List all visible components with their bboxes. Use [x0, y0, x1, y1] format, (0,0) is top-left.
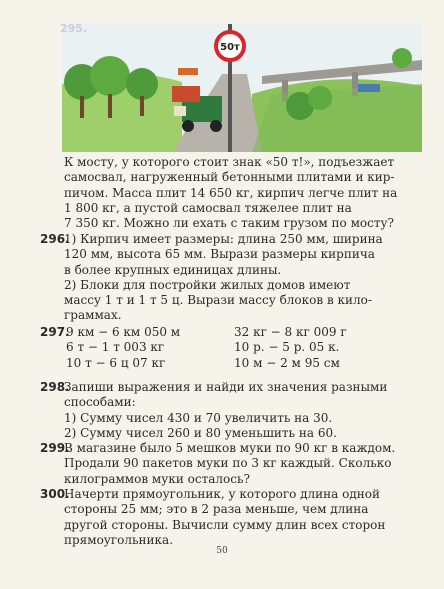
text-line: самосвал, нагруженный бетонными плитами и кир-: [64, 170, 395, 185]
problem-number: 296.: [40, 232, 70, 246]
expression: 32 кг − 8 кг 009 г: [234, 325, 347, 339]
problem-296-text: [64, 232, 432, 324]
problem-295-text: [64, 155, 432, 231]
page-number: 50: [216, 546, 228, 556]
speed-limit-sign-icon: [216, 32, 244, 60]
expression-column-right: [234, 325, 347, 371]
text-line: Продали 90 пакетов муки по 3 кг каждый. Сколько: [64, 456, 392, 471]
text-line: 1) Сумму чисел 430 и 70 увеличить на 30.: [64, 410, 333, 425]
text-line: 7 350 кг. Можно ли ехать с таким грузом по мосту?: [64, 216, 394, 231]
svg-text:50т: 50т: [220, 42, 240, 53]
text-line: килограммов муки осталось?: [64, 471, 250, 486]
text-line: массу 1 т и 1 т 5 ц. Вырази массу блоков в кило-: [64, 293, 372, 308]
problem-299-text: [64, 441, 432, 487]
text-line: 120 мм, высота 65 мм. Вырази размеры кирпича: [64, 247, 375, 262]
problem-300-text: [64, 487, 432, 548]
text-line: Запиши выражения и найди их значения разными: [64, 380, 388, 394]
faded-exercise-number: 295.: [60, 22, 88, 35]
text-line: в более крупных единицах длины.: [64, 262, 282, 277]
expression-column-left: [66, 325, 180, 371]
expression: 10 т − 6 ц 07 кг: [66, 355, 166, 370]
problem-number: 299.: [40, 441, 70, 455]
expression: 6 т − 1 т 003 кг: [66, 340, 165, 355]
truck-bridge-illustration: [62, 24, 422, 152]
text-line: 2) Блоки для постройки жилых домов имеют: [64, 277, 351, 292]
text-line: другой стороны. Вычисли сумму длин всех сторон: [64, 517, 386, 532]
text-line: граммах.: [64, 308, 122, 323]
text-line: В магазине было 5 мешков муки по 90 кг в каждом.: [64, 441, 396, 455]
text-line: способами:: [64, 395, 136, 410]
text-line: 2) Сумму чисел 260 и 80 уменьшить на 60.: [64, 425, 337, 440]
expression: 9 км − 6 км 050 м: [66, 325, 181, 339]
text-line: 1) Кирпич имеет размеры: длина 250 мм, ширина: [64, 232, 383, 246]
problem-number: 300.: [40, 487, 70, 501]
text-line: К мосту, у которого стоит знак «50 т!», подъезжает: [64, 155, 395, 169]
text-line: пичом. Масса плит 14 650 кг, кирпич легче плит на: [64, 185, 398, 200]
text-line: Начерти прямоугольник, у которого длина одной: [64, 487, 380, 501]
expression: 10 м − 2 м 95 см: [234, 355, 340, 370]
expression: 10 р. − 5 р. 05 к.: [234, 340, 340, 355]
problem-298-text: [64, 380, 432, 441]
text-line: прямоугольника.: [64, 532, 174, 547]
problem-number: 297.: [40, 325, 70, 339]
text-line: 1 800 кг, а пустой самосвал тяжелее плит на: [64, 200, 352, 215]
problem-number: 298.: [40, 380, 70, 394]
text-line: стороны 25 мм; это в 2 раза меньше, чем длина: [64, 502, 369, 517]
